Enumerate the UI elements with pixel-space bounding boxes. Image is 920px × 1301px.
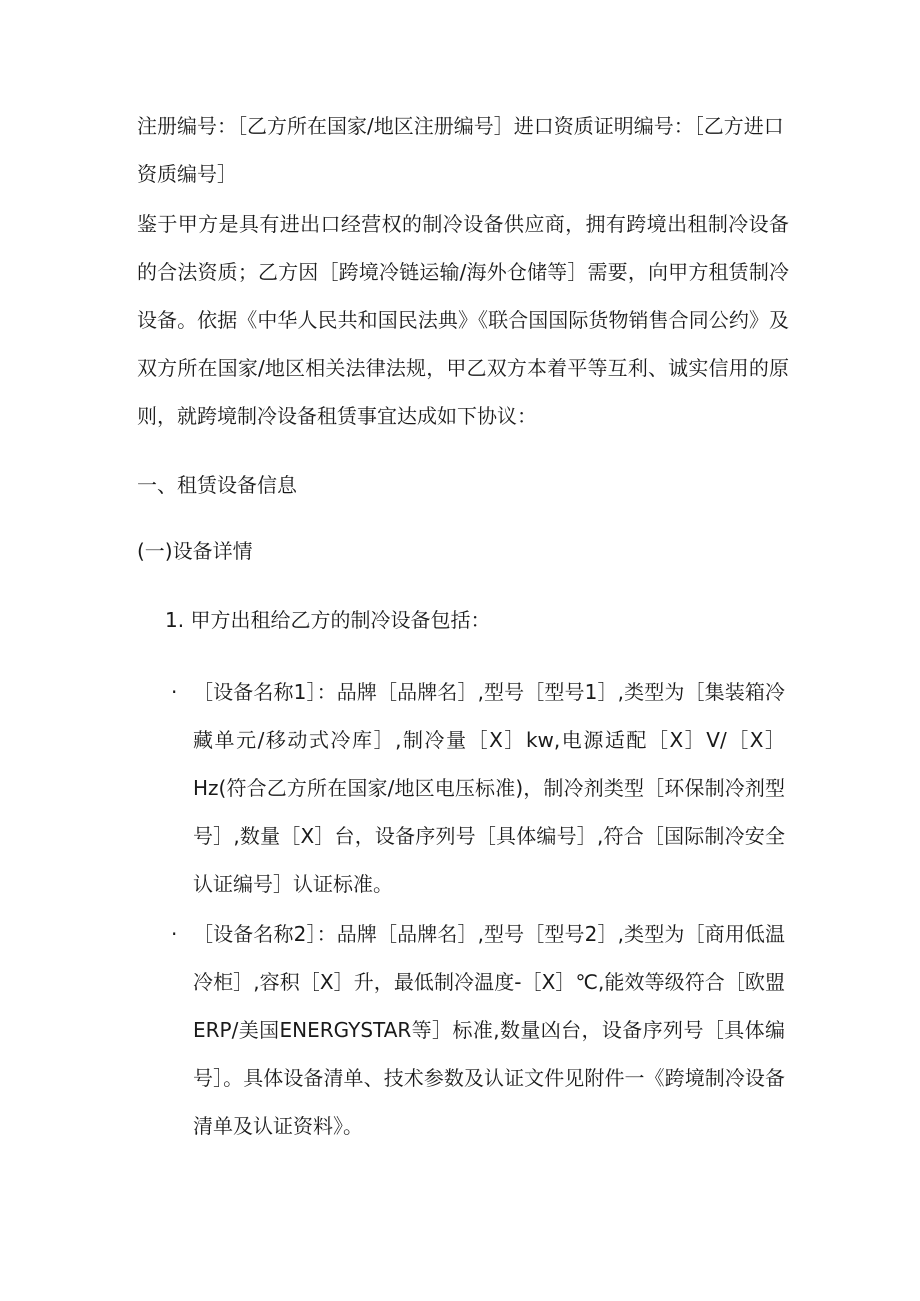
preamble-paragraph: 鉴于甲方是具有进出口经营权的制冷设备供应商，拥有跨境出租制冷设备的合法资质；乙方因［跨境冷链运输/海外仓储等］需要，向甲方租赁制冷设备。依据《中华人民共和国民法典》《联合国国际货物销售合同公约》及双方所在国家/地区相关法律法规，甲乙双方本着平等互利、诚实信用的原则，就跨境制冷设备租赁事宜达成如下协议： (137, 212, 789, 428)
section-title: 一、租赁设备信息 (137, 473, 297, 497)
bullet-text: ［设备名称2］：品牌［品牌名］,型号［型号2］,类型为［商用低温冷柜］,容积［X］升，最低制冷温度-［X］℃,能效等级符合［欧盟ERP/美国ENERGYSTAR等］标准,数量凶台，设备序列号［具体编号］。具体设备清单、技术参数及认证文件见附件一《跨境制冷设备清单及认证资料》。 (193, 922, 785, 1138)
numbered-item: 1. 甲方出租给乙方的制冷设备包括： (165, 608, 491, 632)
bullet-icon: · (171, 922, 178, 946)
bullet-icon: · (171, 680, 178, 704)
subsection-title: (一)设备详情 (137, 539, 253, 563)
registration-line: 注册编号：［乙方所在国家/地区注册编号］进口资质证明编号：［乙方进口资质编号］ (137, 114, 784, 186)
bullet-text: ［设备名称1］：品牌［品牌名］,型号［型号1］,类型为［集装箱冷藏单元/移动式冷库］,制冷量［X］kw,电源适配［X］V/［X］Hz(符合乙方所在国家/地区电压标准)，制冷剂类型［环保制冷剂型号］,数量［X］台，设备序列号［具体编号］,符合［国际制冷安全认证编号］认证标准。 (193, 680, 785, 896)
